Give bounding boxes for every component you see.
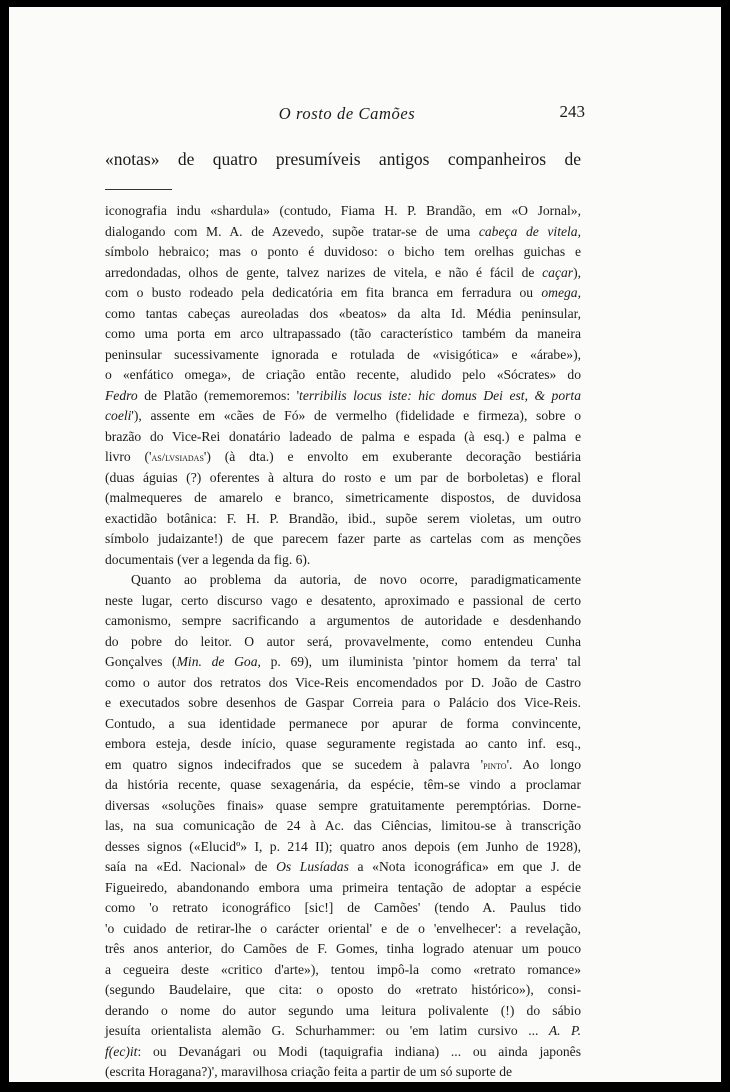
footnote-line bbox=[105, 734, 581, 755]
text-segment: Fedro bbox=[105, 387, 138, 403]
page-number: 243 bbox=[559, 102, 585, 121]
footnote-line bbox=[105, 201, 581, 222]
footnote-line bbox=[105, 611, 581, 632]
text-segment: brazão do Vice-Rei donatário ladeado de palma e espada (à esq.) e palma e bbox=[105, 428, 581, 444]
footnote-line bbox=[105, 304, 581, 325]
text-segment: da história recente, quase sexagenária, da espécie, têm-se vindo a proclamar bbox=[105, 777, 581, 792]
text-segment: dialogando com M. A. de Azevedo, supõe tratar-se de uma bbox=[105, 223, 479, 239]
text-segment: pinto bbox=[483, 757, 507, 772]
text-segment: ), bbox=[573, 264, 581, 280]
text-segment: 'o cuidado de retirar-lhe o carácter oriental' e de o 'envelhecer': a revelação, bbox=[105, 920, 581, 936]
running-title: O rosto de Camões bbox=[278, 104, 416, 123]
text-segment: com o busto rodeado pela dedicatória em fita branca em ferradura ou bbox=[105, 285, 542, 300]
footnote-line bbox=[105, 939, 581, 960]
text-segment: as/lvsiadas bbox=[151, 450, 204, 464]
text-segment: Os Lusíadas bbox=[276, 859, 349, 874]
text-segment: símbolo judaizante!) de que parecem fazer parte as cartelas com as menções bbox=[105, 531, 581, 546]
text-segment: do pobre do leitor. O autor será, provavelmente, como entendeu Cunha bbox=[105, 633, 581, 649]
text-segment: camonismo, sempre sacrificando a argumentos de autoridade e desdenhando bbox=[105, 613, 581, 628]
book-page bbox=[9, 7, 721, 1082]
text-segment: a «Nota iconográfica» em que J. de bbox=[348, 859, 581, 874]
text-segment: Figueiredo, abandonando embora uma primeira tentação de adoptar a espécie bbox=[105, 879, 581, 895]
footnote-line bbox=[105, 919, 581, 940]
footnote-rule bbox=[105, 189, 172, 190]
text-segment: como 'o retrato iconográfico [sic!] de Camões' (tendo A. Paulus tido bbox=[105, 900, 581, 915]
text-segment: documentais (ver a legenda da fig. 6). bbox=[105, 551, 311, 567]
footnote-line bbox=[105, 345, 581, 366]
text-segment: : ou Devanágari ou Modi (taquigrafia indiana) ... ou ainda japonês bbox=[137, 1043, 581, 1059]
text-segment: o «enfático omega», de criação então recente, aludido pelo «Sócrates» do bbox=[105, 367, 581, 382]
text-segment: f(ec)it bbox=[105, 1043, 138, 1059]
footnote-line bbox=[105, 816, 581, 837]
footnote-line bbox=[105, 857, 581, 878]
text-segment: (malmequeres de amarelo e branco, simetricamente dispostos, de duvidosa bbox=[105, 490, 581, 505]
text-segment: saía na «Ed. Nacional» de bbox=[105, 859, 277, 874]
text-segment: Min. de Goa bbox=[176, 654, 258, 669]
text-segment: Quanto ao problema da autoria, de novo ocorre, paradigmaticamente bbox=[131, 572, 581, 587]
footnote-line bbox=[105, 263, 581, 284]
footnote-line bbox=[105, 837, 581, 858]
text-segment: de Platão (rememoremos: ' bbox=[137, 387, 300, 403]
text-segment: jesuíta orientalista alemão G. Schurhammer: ou 'em latim cursivo ... bbox=[105, 1023, 549, 1038]
text-segment: , p. 69), um iluminista 'pintor homem da terra' tal bbox=[257, 654, 581, 669]
footnote-line bbox=[105, 427, 581, 448]
footnote-line bbox=[105, 365, 581, 386]
text-segment: Gonçalves ( bbox=[105, 654, 177, 669]
text-segment: três anos anterior, do Camões de F. Gomes, tinha logrado atenuar um pouco bbox=[105, 941, 581, 956]
text-segment: (segundo Baudelaire, que cita: o oposto do «retrato histórico»), consi- bbox=[105, 982, 581, 997]
text-segment: (escrita Horagana?)', maravilhosa criação feita a partir de um só suporte de bbox=[105, 1064, 513, 1079]
footnote-line bbox=[105, 652, 581, 673]
text-segment: neste lugar, certo discurso vago e desatento, aproximado e passional de certo bbox=[105, 592, 581, 608]
text-segment: diversas «soluções finais» quase sempre gratuitamente peremptórias. Dorne- bbox=[105, 797, 581, 813]
text-segment: desses signos («Elucidº» I, p. 214 II); quatro anos depois (em Junho de 1928), bbox=[105, 838, 581, 854]
text-segment: como uma porta em arco ultrapassado (tão característico também da maneira bbox=[105, 326, 581, 341]
footnote-line bbox=[105, 591, 581, 612]
text-segment: em quatro signos indecifrados que se sucedem à palavra ' bbox=[105, 756, 484, 772]
footnote-line bbox=[105, 468, 581, 489]
footnote-line bbox=[105, 550, 581, 571]
text-segment: Contudo, a sua identidade permanece por apurar de forma convincente, bbox=[105, 715, 581, 731]
text-segment: arredondadas, olhos de gente, talvez narizes de vitela, e não é fácil de bbox=[105, 264, 543, 280]
text-segment: las, na sua comunicação de 24 à Ac. das Ciências, limitou-se à transcrição bbox=[105, 818, 581, 833]
text-segment: a cegueira deste «critico d'arte»), tentou impô-la como «retrato romance» bbox=[105, 961, 581, 977]
footnote-line bbox=[105, 1001, 581, 1022]
footnote-line bbox=[105, 898, 581, 919]
text-segment: , bbox=[577, 285, 581, 300]
footnote-line bbox=[105, 796, 581, 817]
footnote-line bbox=[105, 775, 581, 796]
footnote-line bbox=[105, 406, 581, 427]
text-segment: caçar bbox=[542, 264, 574, 280]
text-segment: embora esteja, desde início, quase seguramente registada ao canto inf. esq., bbox=[105, 736, 581, 751]
footnote-line bbox=[105, 488, 581, 509]
text-segment: derando o nome do autor segundo uma leitura polivalente (!) do sábio bbox=[105, 1002, 581, 1018]
text-segment: '. Ao longo bbox=[506, 756, 581, 772]
footnote-line bbox=[105, 1021, 581, 1042]
text-segment: , bbox=[577, 223, 581, 239]
footnote-line bbox=[105, 386, 581, 407]
text-segment: livro (' bbox=[105, 449, 152, 464]
text-segment: como o autor dos retratos dos Vice-Reis encomendados por D. João de Castro bbox=[105, 674, 581, 690]
text-segment: símbolo hebraico; mas o ponto é duvidoso: o bicho tem orelhas guichas e bbox=[105, 244, 581, 259]
text-segment: (duas águias (?) oferentes à altura do rosto e um par de borboletas) e floral bbox=[105, 469, 581, 485]
footnote-line bbox=[105, 570, 581, 591]
page-header bbox=[105, 102, 589, 126]
footnote-line bbox=[105, 693, 581, 714]
footnote-line bbox=[105, 673, 581, 694]
footnote-line bbox=[105, 222, 581, 243]
footnote-line bbox=[105, 960, 581, 981]
footnote-line bbox=[105, 755, 581, 776]
footnote-line bbox=[105, 509, 581, 530]
footnote-line bbox=[105, 447, 581, 468]
text-segment: ') (à dta.) e envolto em exuberante decoração bestiária bbox=[203, 449, 581, 464]
footnote-line bbox=[105, 632, 581, 653]
text-segment: iconografia indu «shardula» (contudo, Fiama H. P. Brandão, em «O Jornal», bbox=[105, 203, 581, 218]
footnote-line bbox=[105, 878, 581, 899]
text-segment: e executados sobre desenhos de Gaspar Correia para o Palácio dos Vice-Reis. bbox=[105, 695, 581, 710]
text-segment: A. P. bbox=[548, 1023, 581, 1038]
footnote-line bbox=[105, 529, 581, 550]
footnote-text bbox=[105, 201, 581, 1082]
text-segment: coeli bbox=[105, 408, 132, 423]
text-segment: exactidão botânica: F. H. P. Brandão, ibid., supõe serem violetas, um outro bbox=[105, 510, 581, 526]
main-text-line: «notas» de quatro presumíveis antigos companheiros de bbox=[105, 149, 581, 169]
footnote-line bbox=[105, 324, 581, 345]
text-segment: peninsular sucessivamente ignorada e rotulada de «visigótica» e «árabe»), bbox=[105, 346, 581, 362]
footnote-line bbox=[105, 283, 581, 304]
text-segment: cabeça de vitela bbox=[478, 223, 578, 239]
text-segment: como tantas cabeças aureoladas dos «beatos» da alta Id. Média peninsular, bbox=[105, 305, 581, 321]
footnote-line bbox=[105, 1042, 581, 1063]
footnote-line bbox=[105, 980, 581, 1001]
footnote-line bbox=[105, 1062, 581, 1082]
text-segment: '), assente em «cães de Fó» de vermelho (fidelidade e firmeza), sobre o bbox=[131, 408, 581, 423]
text-segment: omega bbox=[541, 285, 578, 300]
footnote-line bbox=[105, 714, 581, 735]
footnote-line bbox=[105, 242, 581, 263]
text-segment: terribilis locus iste: hic domus Dei est, & porta bbox=[299, 387, 581, 403]
